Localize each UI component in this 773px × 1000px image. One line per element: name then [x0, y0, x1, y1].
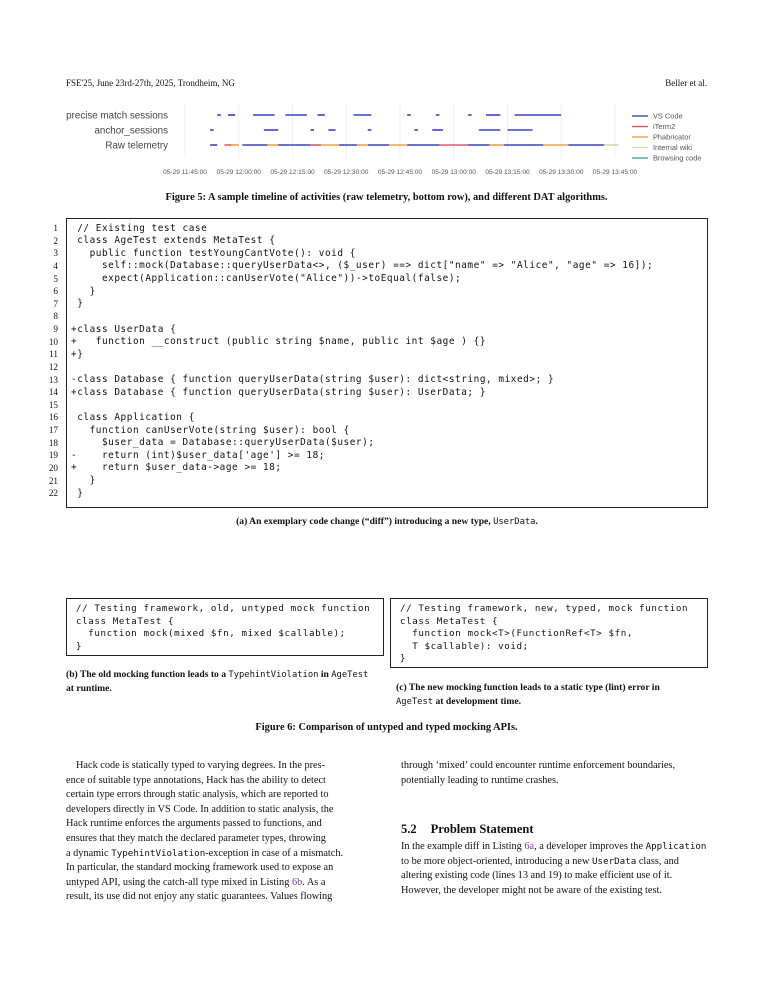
line-number: 2 — [53, 235, 58, 246]
left-column-paragraph: Hack code is statically typed to varying degrees. In the pres- ence of suitable type annotations, Hack has the ability to detect certain type errors through static analysis, which are reported to developers directly in VS Code. In addition to static analysis, the Hack runtime enforces the arguments passed to functions, and ensures that they match the declared parameter types, throwing a dynamic TypehintViolation-exception in case of a mismatch. In particular, the standard mocking framework used to expose an untyped API, using the catch-all type mixed in Listing 6b. As a result, its use did not enjoy any static guarantees. Values flowing — [66, 760, 344, 903]
figure-5-caption: Figure 5: A sample timeline of activities (raw telemetry, bottom row), and different DAT algorithms. — [165, 192, 608, 203]
code-line: } — [71, 298, 84, 310]
code-line: class AgeTest extends MetaTest { — [71, 235, 276, 247]
line-number: 8 — [53, 311, 58, 322]
legend-label: Phabricator — [653, 132, 691, 142]
code-line: + function __construct (public string $name, public int $age ) {} — [71, 336, 487, 348]
x-tick-label: 05-29 13:00:00 — [431, 169, 476, 176]
code-line: } — [71, 285, 96, 297]
activity-timeline-chart — [60, 100, 720, 185]
line-number: 3 — [53, 248, 58, 259]
code-line: class MetaTest { — [400, 615, 499, 627]
code-line: } — [71, 487, 84, 499]
line-number: 10 — [48, 336, 58, 347]
code-line: // Testing framework, new, typed, mock function — [400, 603, 689, 614]
code-line: +class Database { function queryUserData(string $user): UserData; } — [71, 386, 487, 398]
line-number: 14 — [48, 387, 58, 398]
x-tick-label: 05-29 12:45:00 — [377, 169, 423, 176]
row-label: precise match sessions — [66, 110, 168, 122]
code-line: $user_data = Database::queryUserData($user); — [71, 437, 375, 449]
code-line: self::mock(Database::queryUserData<>, ($_user) ==> dict["name" => "Alice", "age" => 16]); — [71, 260, 654, 272]
x-tick-label: 05-29 11:45:00 — [163, 169, 207, 176]
row-label: Raw telemetry — [105, 140, 168, 152]
line-number: 19 — [48, 450, 58, 461]
listing-b-code-box — [66, 598, 384, 656]
code-line: T $callable): void; — [400, 640, 529, 652]
line-number: 9 — [53, 324, 58, 335]
code-line: +class UserData { — [71, 323, 177, 335]
x-tick-label: 05-29 13:30:00 — [539, 169, 584, 176]
legend-label: iTerm2 — [653, 122, 676, 132]
x-tick-label: 05-29 12:00:00 — [216, 169, 261, 176]
line-number: 21 — [48, 475, 58, 486]
line-number: 18 — [48, 437, 58, 448]
listing-b-caption: (b) The old mocking function leads to a TypehintViolation in AgeTest at runtime. — [66, 669, 369, 694]
line-number: 17 — [48, 425, 58, 436]
line-number: 20 — [48, 462, 58, 473]
code-line: public function testYoungCantVote(): void { — [71, 247, 356, 259]
row-label: anchor_sessions — [94, 125, 168, 137]
figure-6-caption: Figure 6: Comparison of untyped and typed mocking APIs. — [255, 722, 518, 733]
code-line: } — [400, 653, 407, 664]
line-number: 7 — [53, 298, 58, 309]
code-line: +} — [71, 348, 84, 360]
listing-c-caption: (c) The new mocking function leads to a static type (lint) error in AgeTest at development time. — [396, 682, 660, 707]
legend-label: VS Code — [653, 111, 683, 121]
running-head — [66, 78, 707, 92]
code-line: // Testing framework, old, untyped mock function — [76, 603, 371, 614]
line-number: 4 — [53, 260, 58, 271]
x-tick-label: 05-29 12:15:00 — [270, 169, 315, 176]
line-number: 15 — [48, 399, 58, 410]
x-tick-label: 05-29 13:45:00 — [592, 169, 638, 176]
code-line: // Existing test case — [71, 222, 208, 234]
line-number: 6 — [53, 286, 58, 297]
x-tick-label: 05-29 12:30:00 — [324, 169, 369, 176]
line-number: 16 — [48, 412, 58, 423]
line-number: 1 — [53, 223, 58, 233]
code-line: expect(Application::canUserVote("Alice"))->toEqual(false); — [71, 273, 462, 285]
legend-label: Internal wiki — [653, 143, 693, 153]
line-number: 5 — [53, 273, 58, 284]
listing-c-code-box — [390, 598, 708, 668]
chart-legend — [632, 112, 701, 163]
code-line: } — [71, 475, 96, 487]
line-number: 13 — [48, 374, 58, 385]
code-line: } — [76, 640, 83, 652]
code-line: class Application { — [71, 411, 195, 423]
author-header: Beller et al. — [665, 78, 707, 88]
line-number: 22 — [48, 488, 58, 499]
listing-6a-link[interactable]: 6a — [524, 841, 535, 852]
code-line: -class Database { function queryUserData(string $user): dict<string, mixed>; } — [71, 374, 555, 386]
right-column-paragraph-continued: through ‘mixed’ could encounter runtime enforcement boundaries, potentially leading to runtime crashes. — [401, 760, 676, 786]
timeline-segments — [210, 115, 619, 145]
x-tick-label: 05-29 13:15:00 — [485, 169, 530, 176]
listing-a-caption: (a) An exemplary code change (“diff”) introducing a new type, UserData. — [236, 516, 538, 527]
code-line: function canUserVote(string $user): bool { — [71, 424, 350, 436]
chart-grid — [185, 104, 615, 158]
line-number: 11 — [49, 349, 58, 360]
code-line: + return $user_data->age >= 18; — [71, 462, 282, 474]
listing-6b-link[interactable]: 6b — [291, 876, 303, 888]
code-line: function mock<T>(FunctionRef<T> $fn, — [400, 628, 633, 639]
legend-label: Browsing code — [653, 153, 702, 163]
code-line: class MetaTest { — [76, 615, 175, 627]
code-line: function mock(mixed $fn, mixed $callable); — [76, 628, 346, 639]
x-tick-labels — [163, 169, 637, 176]
problem-statement-paragraph: In the example diff in Listing 6a, a developer improves the Application to be more object-oriented, introducing a new UserData class, and altering existing code (lines 13 and 19) to make efficient use of it. However, the developer might not be aware of the existing test. — [401, 841, 707, 896]
line-number: 12 — [48, 361, 58, 372]
code-line: - return (int)$user_data['age'] >= 18; — [71, 449, 325, 461]
row-labels — [66, 111, 168, 152]
conference-header: FSE'25, June 23rd-27th, 2025, Trondheim, NG — [66, 78, 235, 88]
section-heading: 5.2 Problem Statement — [401, 822, 534, 836]
